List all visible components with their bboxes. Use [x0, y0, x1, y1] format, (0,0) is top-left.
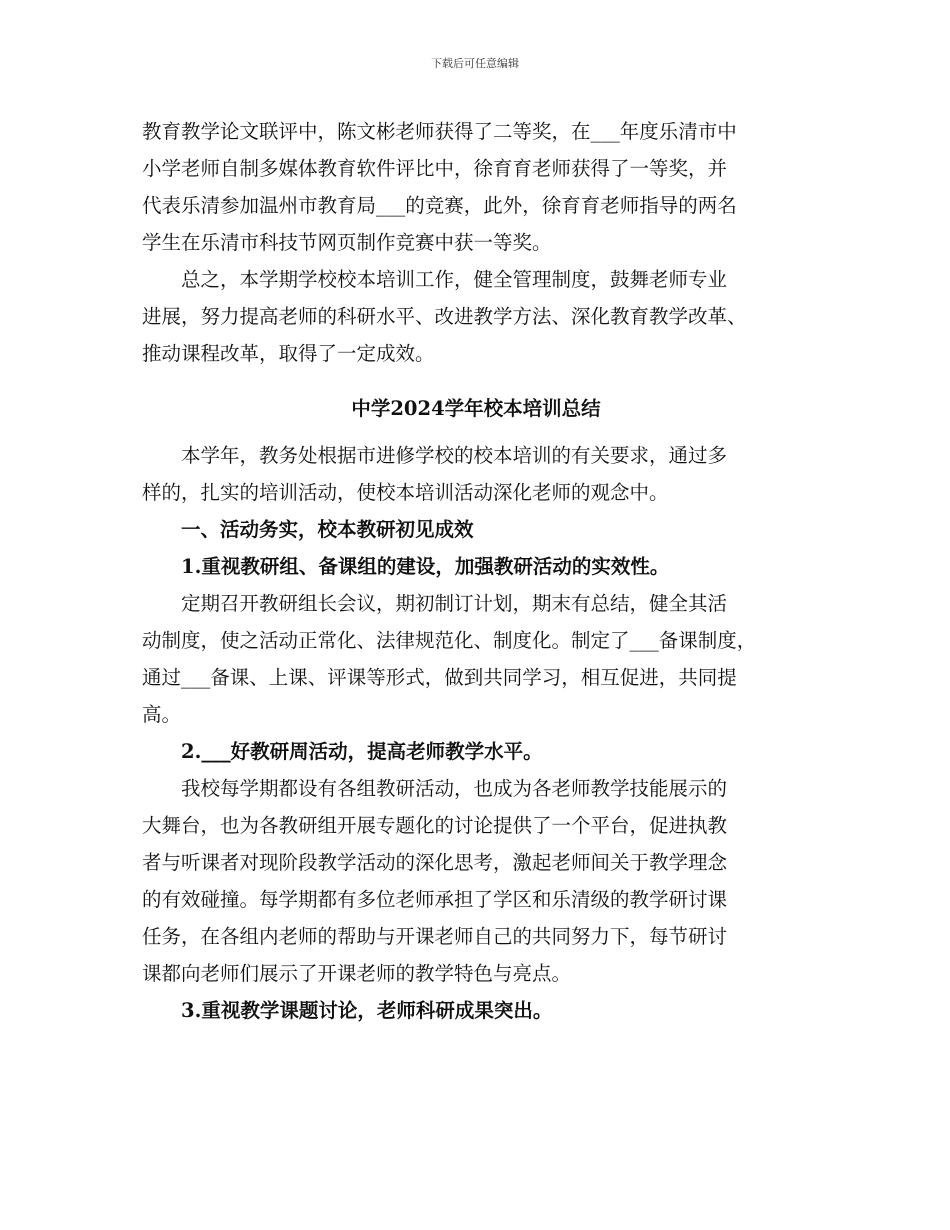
intro-paragraph	[142, 113, 810, 261]
paragraph-line: 我校每学期都设有各组教研活动，也成为各老师教学技能展示的	[181, 777, 728, 800]
paragraph-line: 样的，扎实的培训活动，使校本培训活动深化老师的观念中。	[142, 481, 669, 504]
paragraph-line: 课都向老师们展示了开课老师的教学特色与亮点。	[142, 962, 572, 985]
paragraph-line: 小学老师自制多媒体教育软件评比中，徐育育老师获得了一等奖，并	[142, 157, 728, 180]
paragraph-line: 总之，本学期学校校本培训工作，健全管理制度，鼓舞老师专业	[181, 268, 728, 291]
paragraph-line: 任务，在各组内老师的帮助与开课老师自己的共同努力下，每节研讨	[142, 925, 728, 948]
paragraph-line: 大舞台，也为各教研组开展专题化的讨论提供了一个平台，促进执教	[142, 814, 728, 837]
section-heading: 一、活动务实，校本教研初见成效	[181, 518, 474, 541]
document-body	[142, 113, 810, 1029]
paragraph-line: 高。	[142, 703, 182, 726]
paragraph-line: 的有效碰撞。每学期都有多位老师承担了学区和乐清级的教学研讨课	[142, 888, 728, 911]
paragraph-line: 动制度，使之活动正常化、法律规范化、制度化。制定了___备课制度，	[142, 629, 757, 652]
page-header: 下载后可任意编辑	[431, 57, 519, 70]
summary-paragraph	[142, 261, 810, 372]
paragraph-line: 者与听课者对现阶段教学活动的深化思考，激起老师间关于教学理念	[142, 851, 728, 874]
paragraph-line: 本学年，教务处根据市进修学校的校本培训的有关要求，通过多	[181, 444, 728, 467]
paragraph-line: 定期召开教研组长会议，期初制订计划，期末有总结，健全其活	[181, 592, 728, 615]
document-title: 中学2024学年校本培训总结	[351, 397, 601, 420]
item2-paragraph	[142, 770, 810, 992]
paragraph-line: 学生在乐清市科技节网页制作竞赛中获一等奖。	[142, 231, 552, 254]
item-heading: 3.重视教学课题讨论，老师科研成果突出。	[181, 999, 553, 1022]
paragraph-line: 进展，努力提高老师的科研水平、改进教学方法、深化教育教学改革、	[142, 305, 747, 328]
item1-paragraph	[142, 585, 810, 733]
paragraph-line: 代表乐清参加温州市教育局___的竞赛，此外，徐育育老师指导的两名	[142, 194, 737, 217]
opening-paragraph	[142, 437, 810, 511]
item-heading: 1.重视教研组、备课组的建设，加强教研活动的实效性。	[181, 555, 670, 578]
paragraph-line: 推动课程改革，取得了一定成效。	[142, 342, 435, 365]
item-heading: 2.___好教研周活动，提高老师教学水平。	[181, 740, 543, 763]
paragraph-line: 教育教学论文联评中，陈文彬老师获得了二等奖，在___年度乐清市中	[142, 120, 737, 143]
paragraph-line: 通过___备课、上课、评课等形式，做到共同学习，相互促进，共同提	[142, 666, 737, 689]
